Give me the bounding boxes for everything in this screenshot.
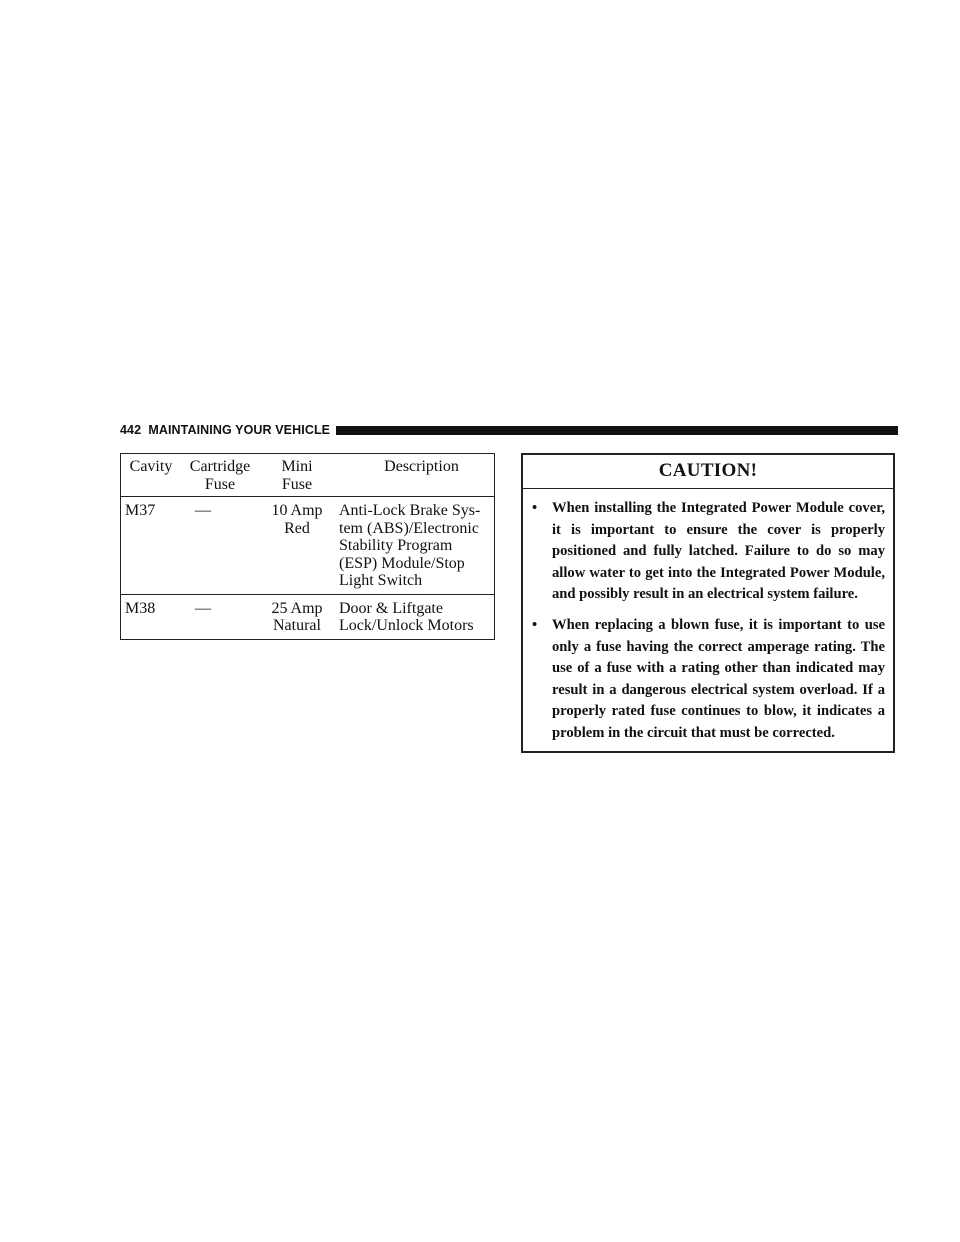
col-header-cavity: Cavity <box>121 454 182 497</box>
section-title: MAINTAINING YOUR VEHICLE <box>148 423 331 437</box>
mini-fuse-color: Red <box>284 519 310 537</box>
caution-item-text: When installing the Integrated Power Module cover, it is important to ensure the cover is properly positioned and fully latched. Failure to do so may allow water to get into the Integrated Power Module, and possibly result in an electrical system failure. <box>552 500 885 603</box>
table-row <box>121 497 495 595</box>
description-line: Anti-Lock Brake Sys- <box>339 502 481 519</box>
caution-title: CAUTION! <box>523 455 893 489</box>
col-header-mini-line2: Fuse <box>281 475 313 493</box>
caution-item-text: When replacing a blown fuse, it is important to use only a fuse having the correct amperage rating. The use of a fuse with a rating other than indicated may result in a dangerous electrical system overload. If a properly rated fuse continues to blow, it indicates a problem in the circuit that must be corrected. <box>552 616 885 741</box>
description-line: Door & Liftgate <box>339 599 443 617</box>
mini-fuse-color: Natural <box>273 617 321 634</box>
mini-fuse-amp: 25 Amp <box>271 599 323 617</box>
cell-mini-fuse <box>259 497 335 595</box>
fuse-table <box>120 453 495 640</box>
cell-mini-fuse <box>259 594 335 639</box>
caution-item <box>530 498 885 606</box>
cell-description <box>335 497 495 595</box>
description-line: Stability Program <box>339 537 453 554</box>
cell-cavity: M38 <box>121 594 182 639</box>
mini-fuse-amp: 10 Amp <box>271 502 323 519</box>
caution-list <box>523 489 893 745</box>
col-header-cartridge-fuse <box>181 454 259 497</box>
header-text <box>120 423 330 437</box>
col-header-mini-line1: Mini <box>281 458 313 475</box>
caution-item <box>530 615 885 745</box>
cell-description <box>335 594 495 639</box>
header-rule <box>336 426 898 435</box>
bullet-icon: • <box>532 500 538 516</box>
cell-cartridge: — <box>181 594 259 639</box>
caution-box <box>521 453 895 753</box>
description-line: tem (ABS)/Electronic <box>339 519 479 537</box>
description-line: (ESP) Module/Stop <box>339 554 465 572</box>
col-header-mini-fuse <box>259 454 335 497</box>
col-header-cartridge-line2: Fuse <box>204 475 236 493</box>
description-line: Light Switch <box>339 572 423 589</box>
table-row <box>121 594 495 639</box>
table-header-row <box>121 454 495 497</box>
page-number: 442 <box>120 423 142 437</box>
cell-cartridge: — <box>181 497 259 595</box>
bullet-icon: • <box>532 616 538 633</box>
col-header-cartridge-line1: Cartridge <box>189 458 251 475</box>
cell-cavity: M37 <box>121 497 182 595</box>
page-header <box>120 422 898 438</box>
description-line: Lock/Unlock Motors <box>339 617 474 634</box>
col-header-description: Description <box>335 454 495 497</box>
